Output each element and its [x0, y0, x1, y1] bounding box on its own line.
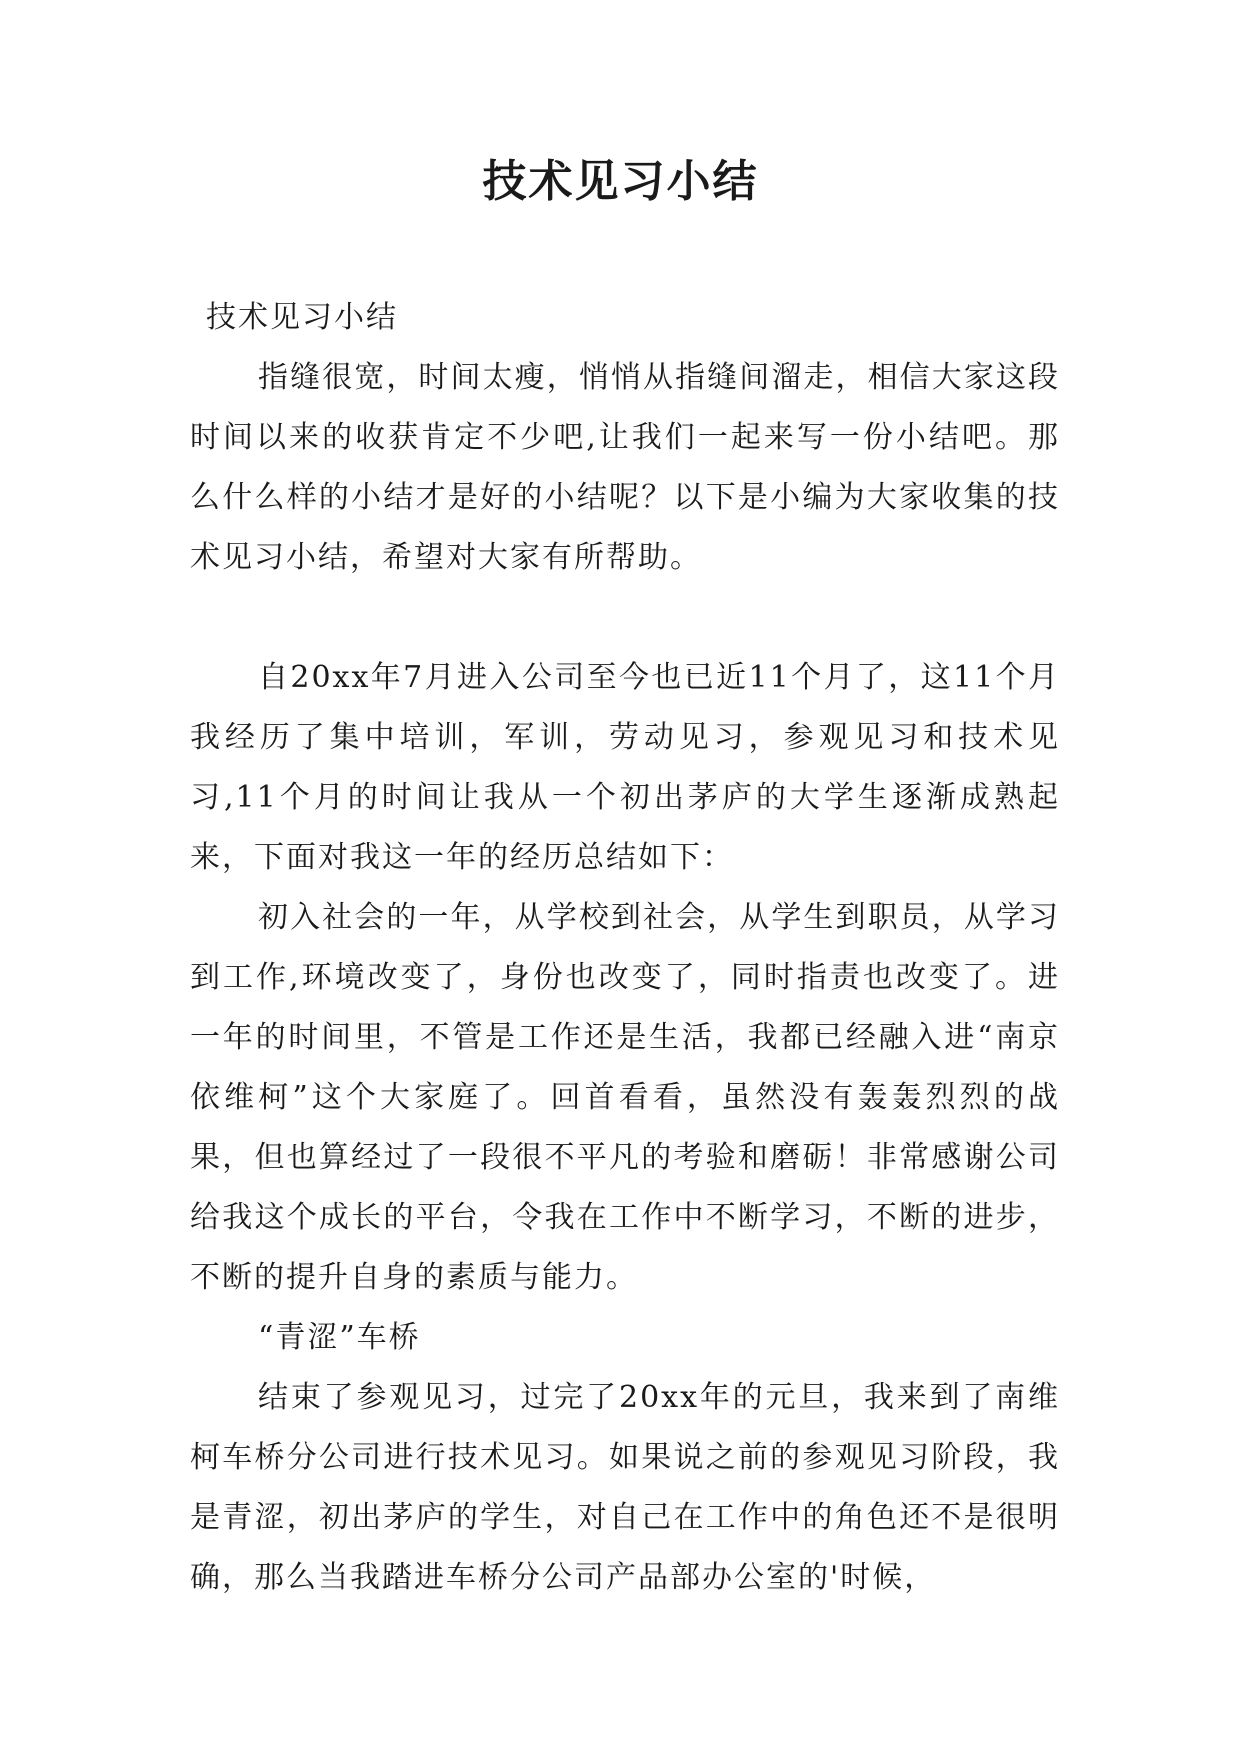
body-paragraph: 初入社会的一年，从学校到社会，从学生到职员，从学习到工作,环境改变了，身份也改变了，同时指责也改变了。进一年的时间里，不管是工作还是生活，我都已经融入进“南京依维柯”这个大家庭了。回首看看，虽然没有轰轰烈烈的战果，但也算经过了一段很不平凡的考验和磨砺！非常感谢公司给我这个成长的平台，令我在工作中不断学习，不断的进步，不断的提升自身的素质与能力。 — [190, 900, 1060, 1295]
document-body — [190, 288, 1060, 1608]
body-paragraph: 自20xx年7月进入公司至今也已近11个月了，这11个月我经历了集中培训，军训，劳动见习，参观见习和技术见习,11个月的时间让我从一个初出茅庐的大学生逐渐成熟起来，下面对我这一年的经历总结如下： — [190, 660, 1060, 875]
intro-paragraph: 指缝很宽，时间太瘦，悄悄从指缝间溜走，相信大家这段时间以来的收获肯定不少吧,让我们一起来写一份小结吧。那么什么样的小结才是好的小结呢？以下是小编为大家收集的技术见习小结，希望对大家有所帮助。 — [190, 360, 1060, 575]
body-paragraph: 结束了参观见习，过完了20xx年的元旦，我来到了南维柯车桥分公司进行技术见习。如果说之前的参观见习阶段，我是青涩，初出茅庐的学生，对自己在工作中的角色还不是很明确，那么当我踏进车桥分公司产品部办公室的'时候， — [190, 1380, 1060, 1595]
section-heading: “青涩”车桥 — [258, 1320, 421, 1355]
subtitle-paragraph: 技术见习小结 — [206, 300, 398, 335]
document-title: 技术见习小结 — [482, 156, 759, 207]
